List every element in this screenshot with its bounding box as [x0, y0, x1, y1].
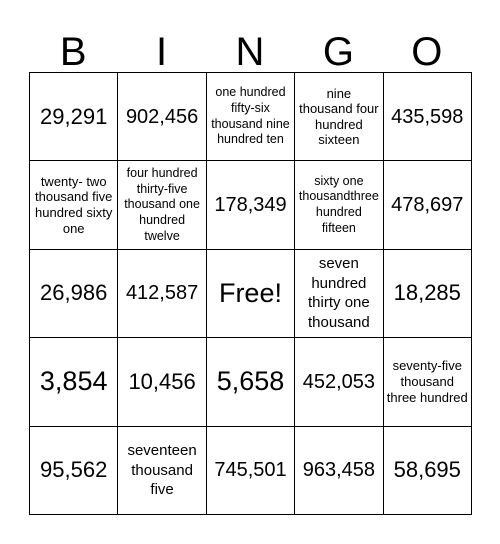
bingo-cell[interactable]: 3,854 — [30, 338, 118, 426]
bingo-cell[interactable]: 18,285 — [384, 250, 472, 338]
bingo-cell[interactable]: four hundred thirty-five thousand one hundred twelve — [118, 161, 206, 249]
bingo-cell[interactable]: 963,458 — [295, 427, 383, 515]
bingo-cell[interactable]: twenty- two thousand five hundred sixty one — [30, 161, 118, 249]
bingo-cell[interactable]: seventy-five thousand three hundred — [384, 338, 472, 426]
free-space-cell[interactable]: Free! — [207, 250, 295, 338]
bingo-cell[interactable]: 412,587 — [118, 250, 206, 338]
bingo-cell[interactable]: seven hundred thirty one thousand — [295, 250, 383, 338]
bingo-cell[interactable]: 435,598 — [384, 73, 472, 161]
bingo-header — [29, 30, 471, 74]
bingo-board — [29, 72, 472, 515]
bingo-cell[interactable]: nine thousand four hundred sixteen — [295, 73, 383, 161]
header-letter-i: I — [156, 30, 168, 74]
bingo-cell[interactable]: seventeen thousand five — [118, 427, 206, 515]
bingo-cell[interactable]: 178,349 — [207, 161, 295, 249]
bingo-cell[interactable]: 26,986 — [30, 250, 118, 338]
bingo-cell[interactable]: 745,501 — [207, 427, 295, 515]
header-letter-b: B — [59, 30, 87, 74]
bingo-cell[interactable]: 10,456 — [118, 338, 206, 426]
bingo-cell[interactable]: sixty one thousandthree hundred fifteen — [295, 161, 383, 249]
bingo-cell[interactable]: 452,053 — [295, 338, 383, 426]
bingo-cell[interactable]: 902,456 — [118, 73, 206, 161]
bingo-cell[interactable]: one hundred fifty-six thousand nine hundred ten — [207, 73, 295, 161]
bingo-cell[interactable]: 58,695 — [384, 427, 472, 515]
bingo-cell[interactable]: 29,291 — [30, 73, 118, 161]
header-letter-g: G — [322, 30, 354, 74]
bingo-cell[interactable]: 478,697 — [384, 161, 472, 249]
header-letter-n: N — [235, 30, 265, 74]
bingo-cell[interactable]: 5,658 — [207, 338, 295, 426]
bingo-cell[interactable]: 95,562 — [30, 427, 118, 515]
header-letter-o: O — [411, 30, 443, 74]
